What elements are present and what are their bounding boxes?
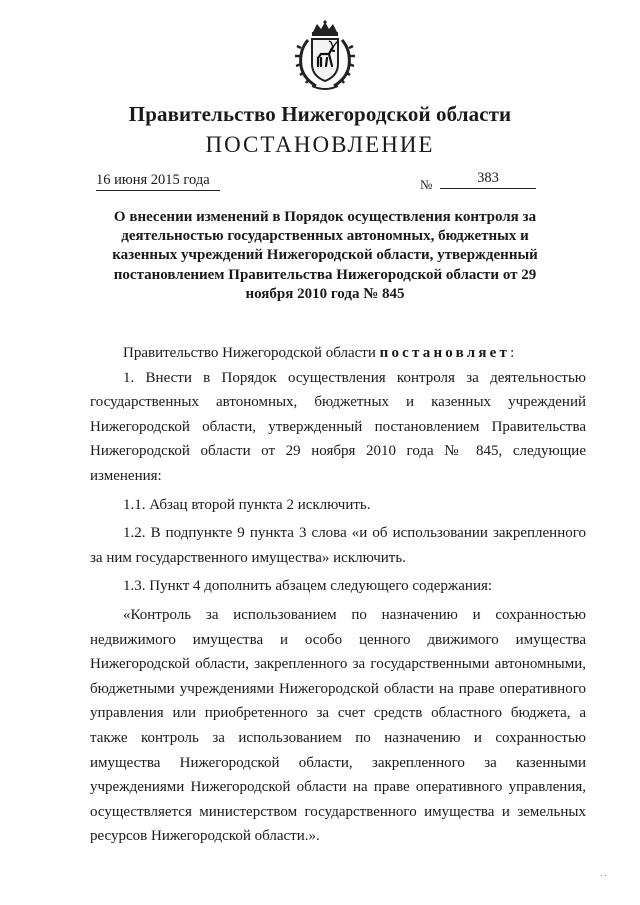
paragraph-1: 1. Внести в Порядок осуществления контроля за деятельностью государственных автономных, бюджетных и казенных учреждений Нижегородской области, утвержденный постановлением Правительства Нижегородской области от 29 ноября 2010 года № 845, следующие изменения: — [90, 369, 586, 484]
quoted-paragraph: «Контроль за использованием по назначению и сохранностью недвижимого имущества и особо ценного движимого имущества Нижегородской области, закрепленного за государственными автономными, бюджетными учреждениями Нижегородской области на праве оперативного управления или приобретенного за счет средств областного бюджета, а также контроль за использованием по назначению и сохранностью имущества Нижегородской области, закрепленного за казенными учреждениями Нижегородской области на праве оперативного управления, осуществляется министерством государственного имущества и земельных ресурсов Нижегородской области.». — [90, 606, 586, 845]
document-type: ПОСТАНОВЛЕНИЕ — [205, 132, 435, 157]
paragraph-1-2: 1.2. В подпункте 9 пункта 3 слова «и об использовании закрепленного за ним государственного имущества» исключить. — [90, 525, 586, 566]
paragraph-1-1: 1.1. Абзац второй пункта 2 исключить. — [123, 496, 371, 513]
document-number: 383 — [440, 170, 536, 189]
preamble-colon: : — [510, 345, 515, 361]
number-label: № — [420, 177, 433, 192]
corner-mark: . . — [600, 868, 607, 878]
government-title: Правительство Нижегородской области — [128, 102, 512, 126]
paragraph-1-3: 1.3. Пункт 4 дополнить абзацем следующего содержания: — [123, 578, 493, 595]
preamble-verb: постановляет — [379, 345, 511, 361]
preamble-paragraph — [90, 341, 586, 366]
preamble-lead: Правительство Нижегородской области — [123, 345, 376, 361]
coat-of-arms-icon — [294, 20, 356, 92]
document-body — [90, 341, 586, 849]
document-date: 16 июня 2015 года — [96, 172, 220, 191]
document-subject: О внесении изменений в Порядок осуществления контроля за деятельностью государственных автономных, бюджетных и казенных учреждений Нижегородской области, утвержденный постановлением Правительства Нижегородской области от 29 ноября 2010 года № 845 — [112, 209, 538, 302]
